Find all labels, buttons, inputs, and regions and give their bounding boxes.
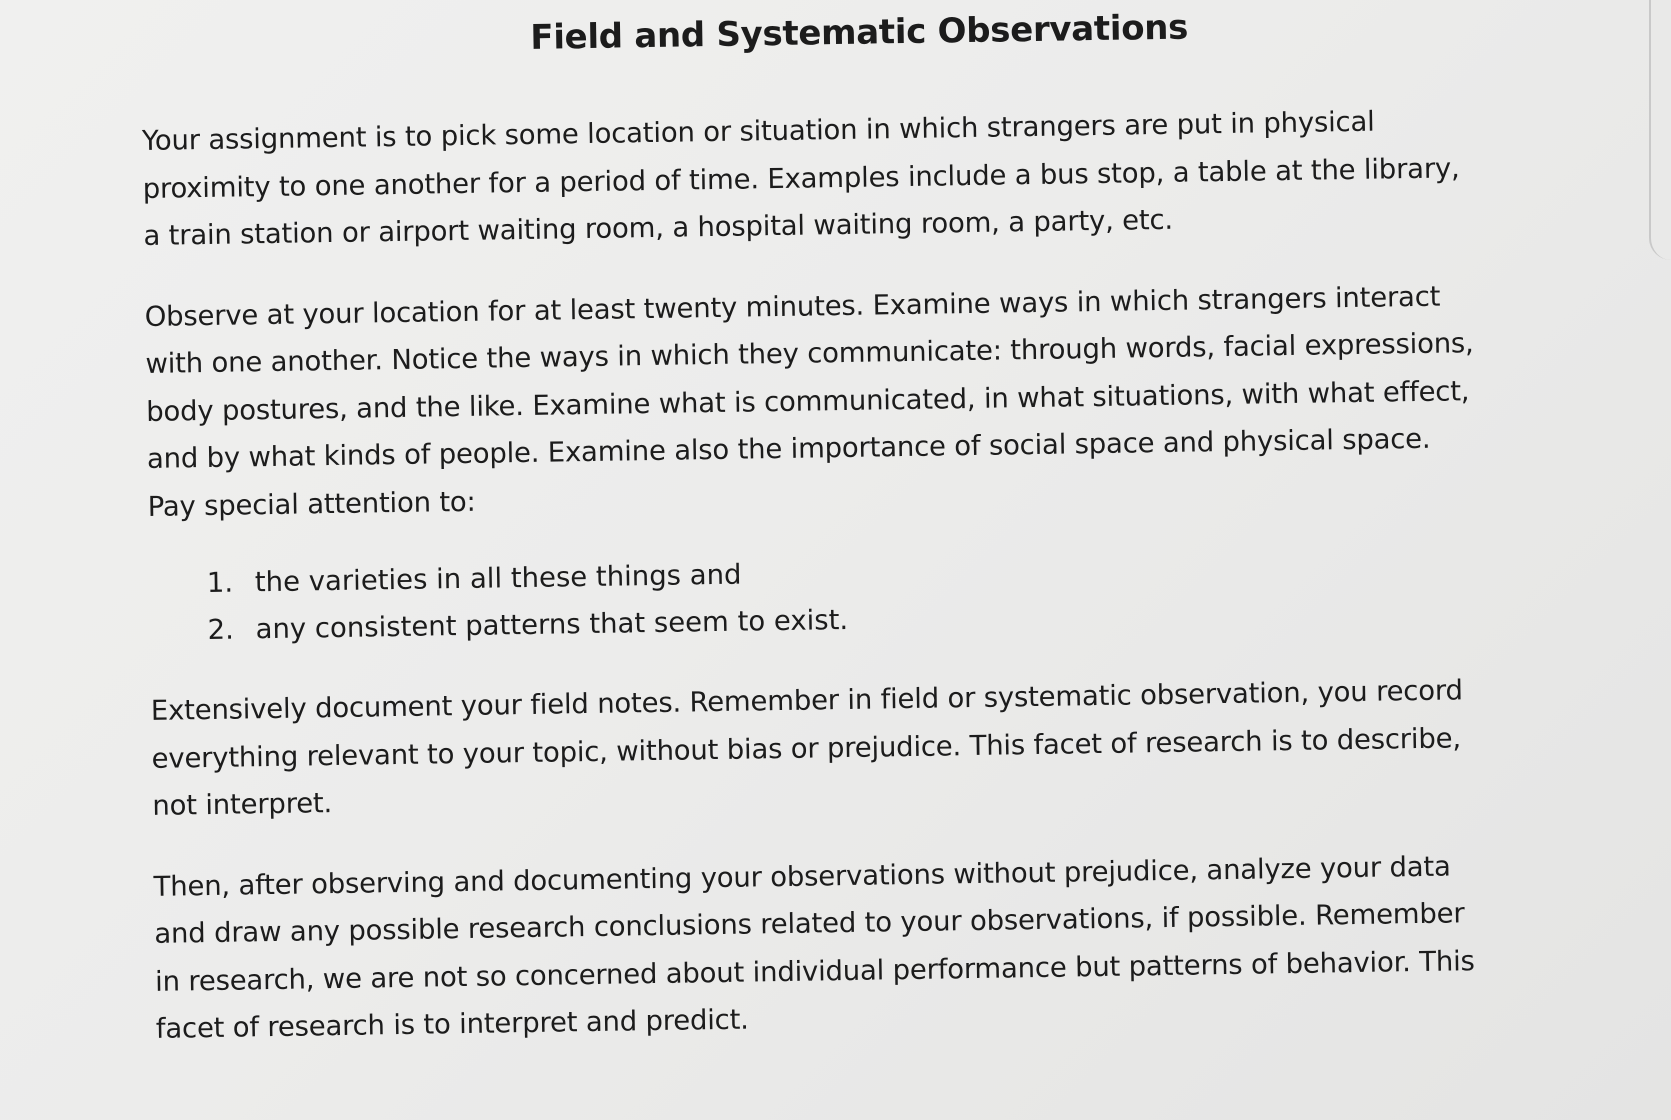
list-text: the varieties in all these things and (254, 558, 742, 599)
list-text: any consistent patterns that seem to exist. (255, 603, 849, 646)
list-number: 1. (206, 566, 234, 600)
screen-edge (1649, 0, 1671, 260)
paragraph-analyze: Then, after observing and documenting your observations without prejudice, analyze your data and draw any possible research conclusions related to your observations, if possible. Remember in research, we are not so concerned about individual performance but patterns of behavior. This facet of research is to interpret and predict. (153, 850, 1475, 1045)
attention-list (149, 540, 1490, 655)
paragraph-observe: Observe at your location for at least twenty minutes. Examine ways in which strangers interact with one another. Notice the ways in which they communicate: through words, facial expressions, body postures, and the like. Examine what is communicated, in what situations, with what effect, and by what kinds of people. Examine also the importance of social space and physical space. Pay special attention to: (144, 280, 1474, 523)
list-number: 2. (207, 613, 235, 647)
document-title: Field and Systematic Observations (530, 7, 1189, 58)
paragraph-document-notes: Extensively document your field notes. Remember in field or systematic observation, you record everything relevant to your topic, without bias or prejudice. This facet of research is to describe, not interpret. (150, 674, 1463, 822)
paragraph-assignment: Your assignment is to pick some location or situation in which strangers are put in physical proximity to one another for a period of time. Examples include a bus stop, a table at the library, a train station or airport waiting room, a hospital waiting room, a party, etc. (141, 105, 1460, 252)
assignment-document (140, 0, 1496, 1053)
